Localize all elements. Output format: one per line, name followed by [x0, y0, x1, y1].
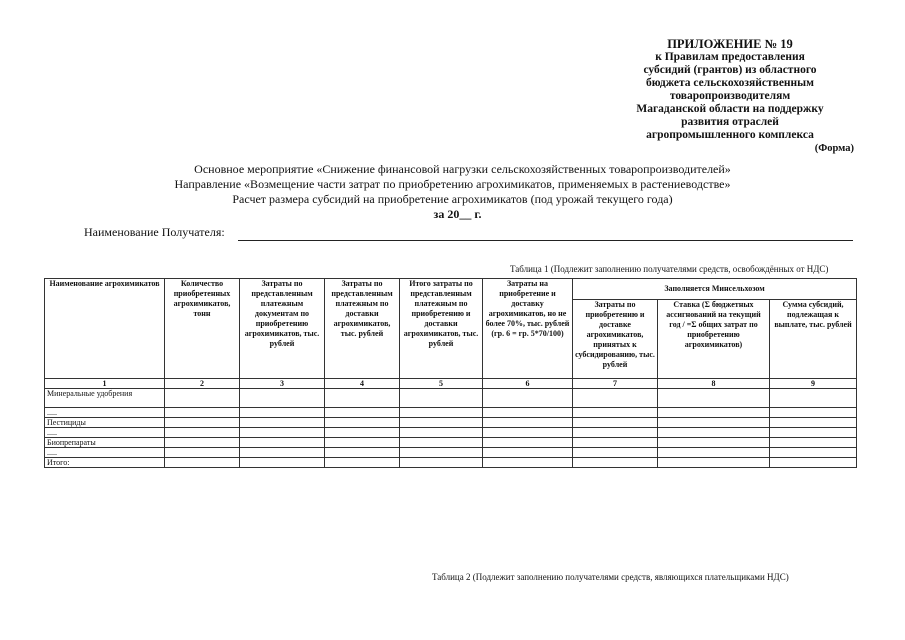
heading-line-1: Основное мероприятие «Снижение финансовой нагрузки сельскохозяйственных товаропроизводителей» — [194, 162, 731, 176]
table-row — [45, 438, 857, 448]
table-cell[interactable] — [400, 428, 483, 438]
row-label: Биопрепараты — [45, 438, 165, 448]
header-rate: Ставка (Σ бюджетных ассигнований на текущий год / =Σ общих затрат по приобретению агрохимикатов) — [658, 300, 770, 379]
table-cell[interactable] — [165, 458, 240, 468]
header-delivery-costs: Затраты по представленным платежным по доставки агрохимикатов, тыс. рублей — [325, 279, 400, 379]
table-cell[interactable] — [658, 389, 770, 408]
recipient-label: Наименование Получателя: — [84, 225, 225, 239]
table-cell[interactable] — [240, 448, 325, 458]
row-label: ..... — [45, 448, 165, 458]
table-cell[interactable] — [573, 408, 658, 418]
header-purchase-costs: Затраты по представленным платежным документам по приобретению агрохимикатов, тыс. рублей — [240, 279, 325, 379]
table-cell[interactable] — [165, 448, 240, 458]
appendix-line: товаропроизводителям — [669, 90, 791, 102]
table-cell[interactable] — [483, 389, 573, 408]
header-subsidy-sum: Сумма субсидий, подлежащая к выплате, тыс. рублей — [770, 300, 857, 379]
column-number: 4 — [325, 379, 400, 389]
appendix-line: к Правилам предоставления — [655, 51, 805, 63]
table-cell[interactable] — [240, 418, 325, 428]
column-number: 1 — [45, 379, 165, 389]
table-cell[interactable] — [658, 428, 770, 438]
appendix-line: развития отраслей — [681, 116, 779, 128]
table-cell[interactable] — [400, 389, 483, 408]
column-number: 2 — [165, 379, 240, 389]
row-label: Итого: — [45, 458, 165, 468]
table-cell[interactable] — [165, 428, 240, 438]
table-cell[interactable] — [770, 438, 857, 448]
table-cell[interactable] — [573, 448, 658, 458]
column-number: 8 — [658, 379, 770, 389]
table2-caption: Таблица 2 (Подлежит заполнению получателями средств, являющихся плательщиками НДС) — [432, 572, 789, 582]
row-label: Минеральные удобрения — [45, 389, 165, 408]
table-cell[interactable] — [165, 389, 240, 408]
table-row — [45, 418, 857, 428]
column-number: 6 — [483, 379, 573, 389]
appendix-line: бюджета сельскохозяйственным — [646, 77, 814, 89]
table-row — [45, 389, 857, 408]
form-label: (Форма) — [814, 143, 854, 154]
table-cell[interactable] — [325, 458, 400, 468]
heading-line-3: Расчет размера субсидий на приобретение агрохимикатов (под урожай текущего года) — [232, 192, 673, 206]
table-cell[interactable] — [573, 458, 658, 468]
table-cell[interactable] — [483, 418, 573, 428]
header-capped-costs: Затраты на приобретение и доставку агрохимикатов, но не более 70%, тыс. рублей (гр. 6 = гр. 5*70/100) — [483, 279, 573, 379]
table-row — [45, 448, 857, 458]
table-cell[interactable] — [770, 458, 857, 468]
table-row-total — [45, 458, 857, 468]
table-cell[interactable] — [400, 458, 483, 468]
table-row — [45, 408, 857, 418]
table-cell[interactable] — [483, 408, 573, 418]
table-cell[interactable] — [658, 408, 770, 418]
table-cell[interactable] — [573, 428, 658, 438]
column-number: 9 — [770, 379, 857, 389]
table-cell[interactable] — [573, 438, 658, 448]
table-cell[interactable] — [400, 408, 483, 418]
table-cell[interactable] — [165, 418, 240, 428]
appendix-title: ПРИЛОЖЕНИЕ № 19 — [667, 37, 793, 51]
header-accepted-costs: Затраты по приобретению и доставке агрохимикатов, принятых к субсидированию, тыс. рублей — [573, 300, 658, 379]
heading-line-4: за 20__ г. — [433, 207, 482, 221]
table-cell[interactable] — [658, 448, 770, 458]
table-cell[interactable] — [658, 438, 770, 448]
table-cell[interactable] — [325, 448, 400, 458]
row-label: ..... — [45, 428, 165, 438]
table-cell[interactable] — [483, 458, 573, 468]
table-cell[interactable] — [240, 389, 325, 408]
table-cell[interactable] — [325, 389, 400, 408]
header-name: Наименование агрохимикатов — [45, 279, 165, 379]
main-heading — [0, 162, 905, 222]
table-row — [45, 428, 857, 438]
table-cell[interactable] — [658, 418, 770, 428]
row-label: Пестициды — [45, 418, 165, 428]
heading-line-2: Направление «Возмещение части затрат по приобретению агрохимикатов, применяемых в растениеводстве» — [174, 177, 731, 191]
appendix-line: субсидий (грантов) из областного — [643, 64, 817, 76]
table-cell[interactable] — [770, 408, 857, 418]
table-cell[interactable] — [240, 408, 325, 418]
table-cell[interactable] — [325, 428, 400, 438]
table-cell[interactable] — [325, 438, 400, 448]
table-cell[interactable] — [240, 438, 325, 448]
table-cell[interactable] — [770, 428, 857, 438]
table-cell[interactable] — [483, 428, 573, 438]
appendix-line: Магаданской области на поддержку — [636, 103, 824, 115]
appendix-block — [560, 38, 900, 155]
table-cell[interactable] — [400, 448, 483, 458]
table-cell[interactable] — [325, 408, 400, 418]
row-label: ..... — [45, 408, 165, 418]
header-total-costs: Итого затраты по представленным платежным по приобретению и доставки агрохимикатов, тыс. рублей — [400, 279, 483, 379]
table-cell[interactable] — [658, 458, 770, 468]
subsidy-table — [44, 278, 857, 468]
table-cell[interactable] — [240, 458, 325, 468]
column-number-row — [45, 379, 857, 389]
table-cell[interactable] — [573, 418, 658, 428]
column-number: 7 — [573, 379, 658, 389]
column-number: 5 — [400, 379, 483, 389]
table-cell[interactable] — [573, 389, 658, 408]
header-quantity: Количество приобретенных агрохимикатов, тонн — [165, 279, 240, 379]
table-cell[interactable] — [483, 448, 573, 458]
table-cell[interactable] — [770, 418, 857, 428]
table-cell[interactable] — [240, 428, 325, 438]
appendix-line: агропромышленного комплекса — [646, 129, 814, 141]
table-cell[interactable] — [400, 418, 483, 428]
table-cell[interactable] — [400, 438, 483, 448]
table-cell[interactable] — [165, 438, 240, 448]
table-cell[interactable] — [770, 389, 857, 408]
table1-caption: Таблица 1 (Подлежит заполнению получателями средств, освобождённых от НДС) — [510, 264, 829, 274]
table-cell[interactable] — [770, 448, 857, 458]
header-ministry: Заполняется Минсельхозом — [573, 279, 857, 300]
recipient-field[interactable] — [238, 240, 853, 241]
table-cell[interactable] — [483, 438, 573, 448]
table-cell[interactable] — [165, 408, 240, 418]
table-cell[interactable] — [325, 418, 400, 428]
column-number: 3 — [240, 379, 325, 389]
